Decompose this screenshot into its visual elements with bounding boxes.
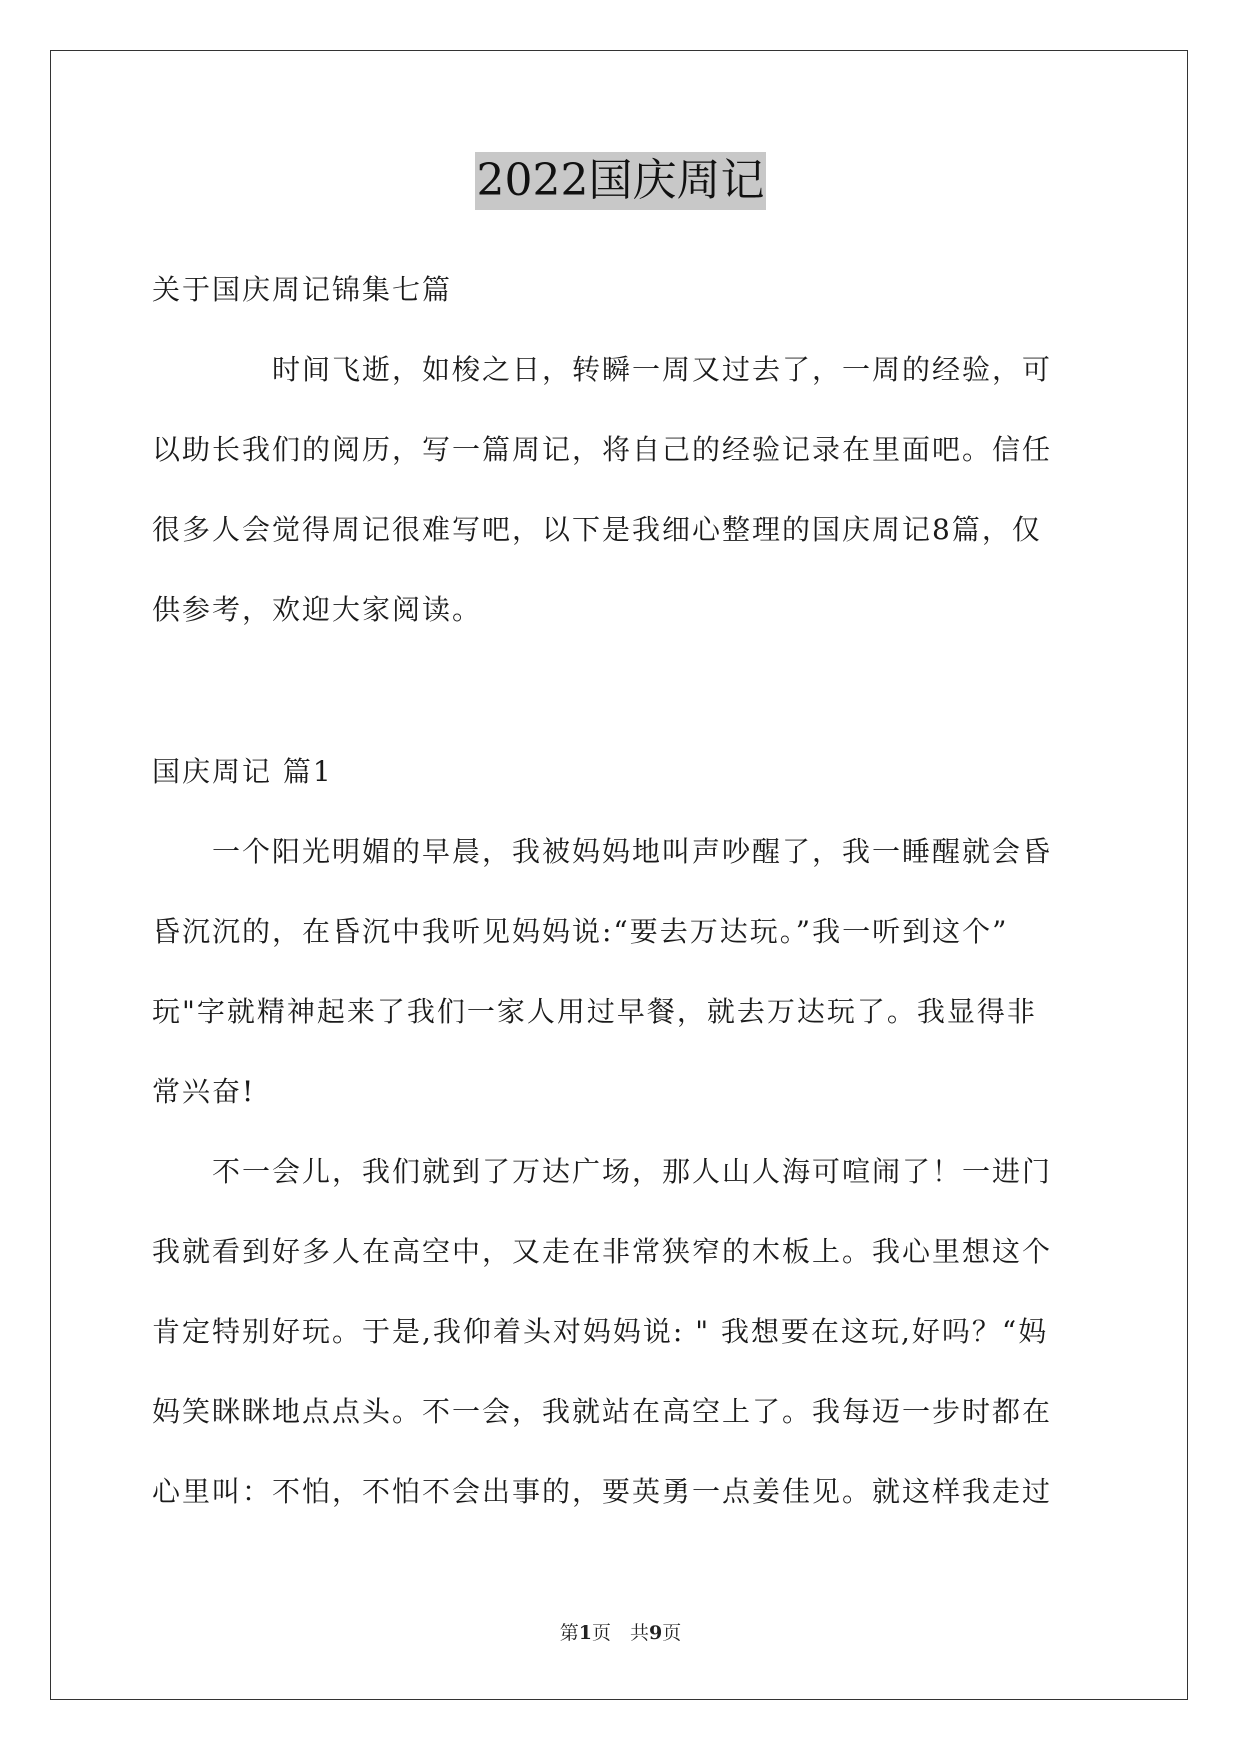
paragraph-line: 很多人会觉得周记很难写吧，以下是我细心整理的国庆周记8篇，仅 — [152, 513, 1042, 546]
paragraph-line: 玩"字就精神起来了我们一家人用过早餐，就去万达玩了。我显得非 — [152, 995, 1037, 1028]
paragraph-line: 我就看到好多人在高空中，又走在非常狭窄的木板上。我心里想这个 — [152, 1235, 1053, 1268]
paragraph-line: 供参考，欢迎大家阅读。 — [152, 593, 483, 626]
paragraph-line: 昏沉沉的，在昏沉中我听见妈妈说:“要去万达玩。”我一听到这个” — [152, 915, 1009, 948]
paragraph-line: 肯定特别好玩。于是,我仰着头对妈妈说: " 我想要在这玩,好吗？“妈 — [152, 1315, 1049, 1348]
paragraph-line: 妈笑眯眯地点点头。不一会，我就站在高空上了。我每迈一步时都在 — [152, 1395, 1053, 1428]
intro-line: 关于国庆周记锦集七篇 — [152, 273, 453, 306]
section-gap — [152, 662, 1092, 744]
paragraph-line: 不一会儿，我们就到了万达广场，那人山人海可喧闹了！一进门 — [152, 1155, 1053, 1188]
footer-prefix: 第 — [559, 1622, 579, 1644]
footer-page-number: 1 — [578, 1622, 592, 1644]
title-wrap — [0, 152, 1241, 210]
footer-total-pages: 9 — [649, 1622, 663, 1644]
section-heading: 国庆周记 篇1 — [152, 755, 333, 788]
document-title: 2022国庆周记 — [475, 152, 767, 210]
paragraph-line: 时间飞逝，如梭之日，转瞬一周又过去了，一周的经验，可 — [152, 353, 1053, 386]
footer-middle: 页 共 — [591, 1622, 649, 1644]
paragraph-line: 心里叫：不怕，不怕不会出事的，要英勇一点姜佳见。就这样我走过 — [152, 1475, 1053, 1508]
page-footer — [0, 1618, 1241, 1645]
footer-suffix: 页 — [662, 1622, 682, 1644]
paragraph-line: 一个阳光明媚的早晨，我被妈妈地叫声吵醒了，我一睡醒就会昏 — [152, 835, 1053, 868]
paragraph-line: 常兴奋! — [152, 1075, 256, 1108]
paragraph-line: 以助长我们的阅历，写一篇周记，将自己的经验记录在里面吧。信任 — [152, 433, 1053, 466]
document-body — [152, 262, 1092, 1544]
